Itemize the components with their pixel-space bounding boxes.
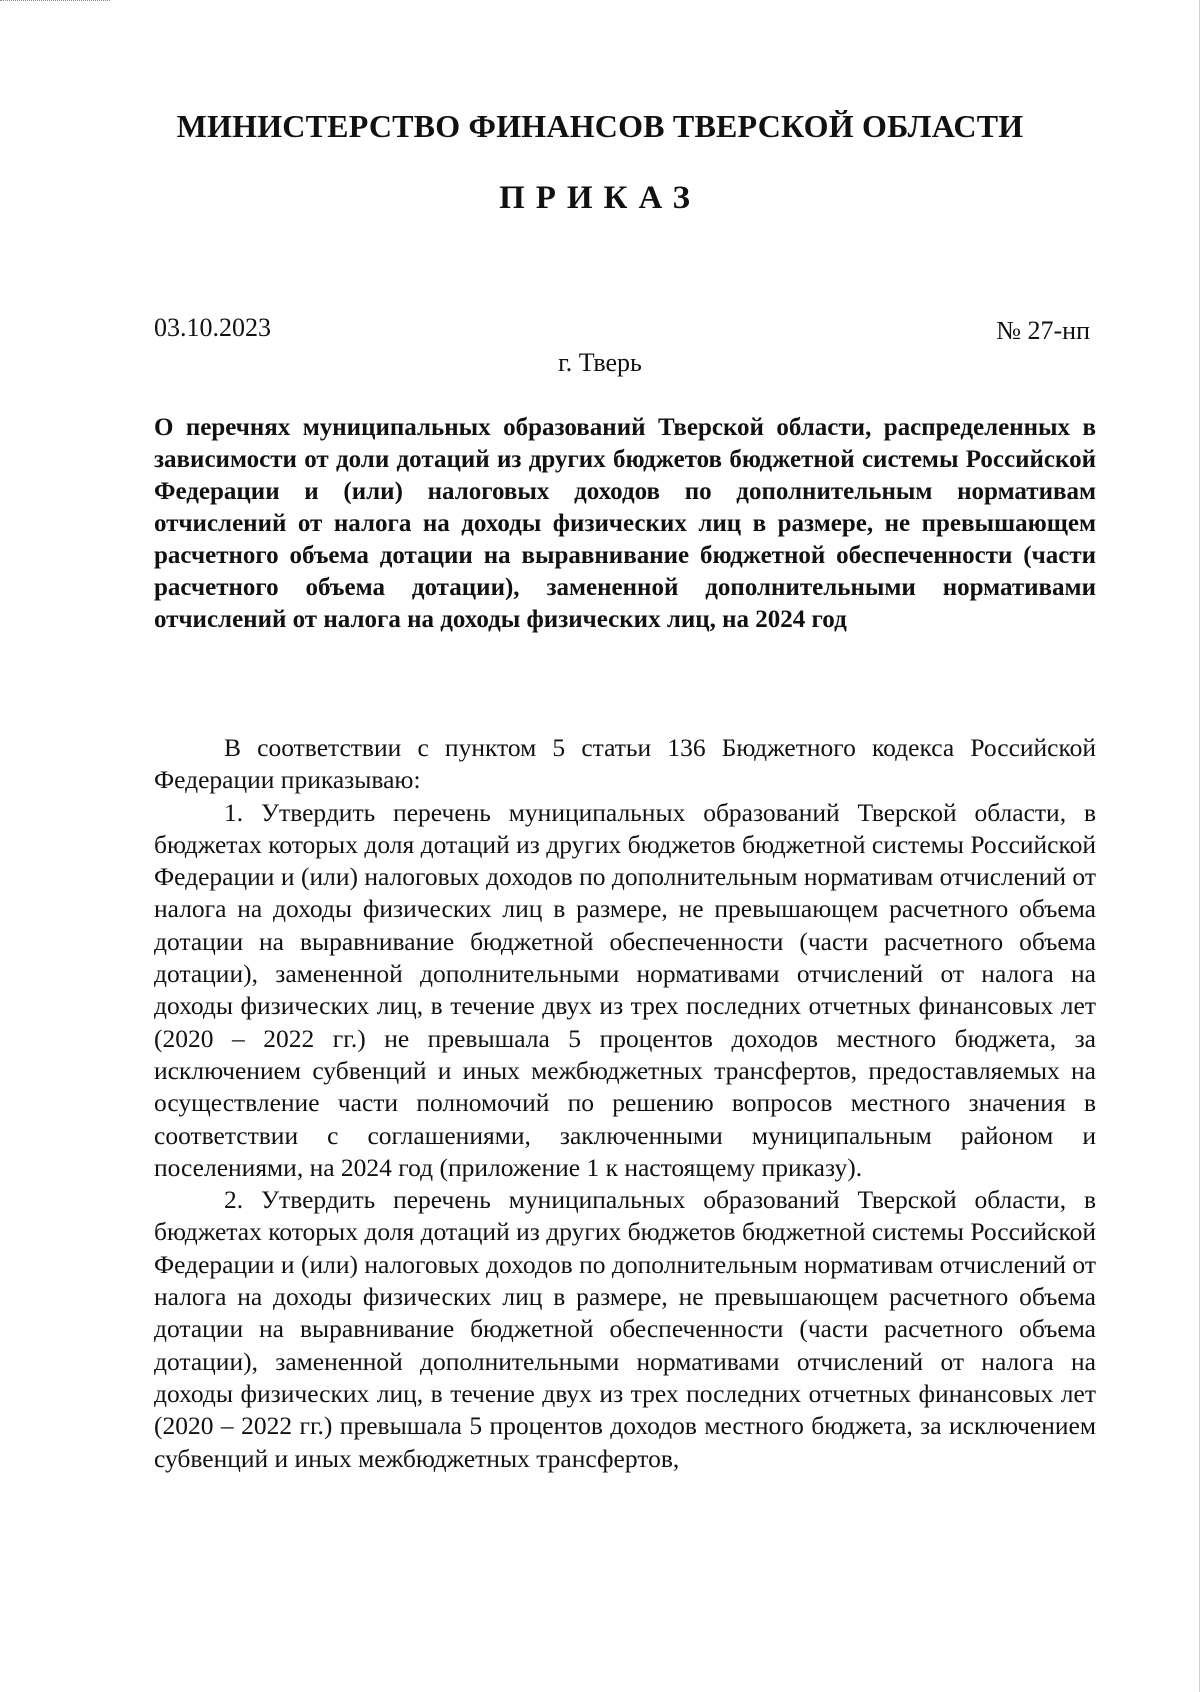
document-date: 03.10.2023 [154,313,271,342]
document-title: О перечнях муниципальных образований Тверской области, распределенных в зависимости от доли дотаций из других бюджетов бюджетной системы Российской Федерации и (или) налоговых доходов по дополнительным нормативам отчислений от налога на доходы физических лиц в размере, не превышающем расчетного объема дотации на выравнивание бюджетной обеспеченности (части расчетного объема дотации), замененной дополнительными нормативами отчислений от налога на доходы физических лиц, на 2024 год [154,414,1096,633]
ministry-heading: МИНИСТЕРСТВО ФИНАНСОВ ТВЕРСКОЙ ОБЛАСТИ [176,108,1024,144]
document-number: № 27-нп [996,316,1090,345]
scan-corner-mark [0,0,110,15]
document-body [154,732,1096,1475]
body-item-2: 2. Утвердить перечень муниципальных образований Тверской области, в бюджетах которых доля дотаций из других бюджетов бюджетной системы Российской Федерации и (или) налоговых доходов по дополнительным нормативам отчислений от налога на доходы физических лиц в размере, не превышающем расчетного объема дотации на выравнивание бюджетной обеспеченности (части расчетного объема дотации), замененной дополнительными нормативами отчислений от налога на доходы физических лиц, в течение двух из трех последних отчетных финансовых лет (2020 – 2022 гг.) превышала 5 процентов доходов местного бюджета, за исключением субвенций и иных межбюджетных трансфертов, [154,1185,1096,1473]
body-item-1: 1. Утвердить перечень муниципальных образований Тверской области, в бюджетах которых доля дотаций из других бюджетов бюджетной системы Российской Федерации и (или) налоговых доходов по дополнительным нормативам отчислений от налога на доходы физических лиц в размере, не превышающем расчетного объема дотации на выравнивание бюджетной обеспеченности (части расчетного объема дотации), замененной дополнительными нормативами отчислений от налога на доходы физических лиц, в течение двух из трех последних отчетных финансовых лет (2020 – 2022 гг.) не превышала 5 процентов доходов местного бюджета, за исключением субвенций и иных межбюджетных трансфертов, предоставляемых на осуществление части полномочий по решению вопросов местного значения в соответствии с соглашениями, заключенными муниципальным районом и поселениями, на 2024 год (приложение 1 к настоящему приказу). [154,797,1096,1182]
body-preamble: В соответствии с пунктом 5 статьи 136 Бюджетного кодекса Российской Федерации приказываю: [154,733,1096,795]
document-city: г. Тверь [558,348,642,377]
document-type-heading: ПРИКАЗ [499,180,701,216]
